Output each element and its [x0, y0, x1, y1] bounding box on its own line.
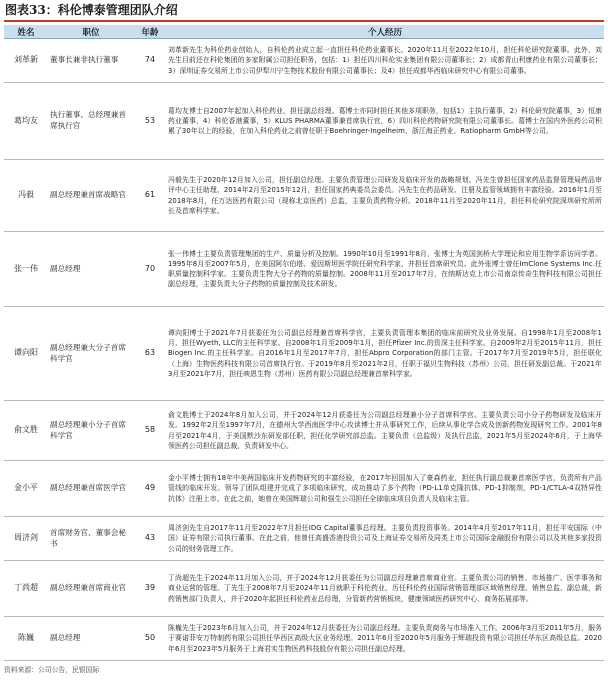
- table-row: [4, 307, 604, 401]
- cell-name: 冯毅: [4, 160, 48, 232]
- table-row: [4, 617, 604, 661]
- cell-role: 董事长兼非执行董事: [48, 39, 134, 83]
- cell-bio: 张一伟博士主要负责管理集团的生产、质量分析及控制。1990年10月至1991年8月，张博士为英国剑桥大学理论和应用生物学系访问学者。1995年8月至2007年5月，在美国阿尔伯塔、爱因斯坦医学院任研究科学家，并担任首席研究员。此外张博士曾任ImClone Systems Inc.任职质量控制科学家。主要负责生物大分子药物的质量控制。2008年11月至2017年7月，在纳斯达克上市公司南京传奇生物科技有限公司担任副总经理，主要负责大分子药物的质量控制及技术研发。: [166, 232, 604, 307]
- table-header-row: [4, 25, 604, 39]
- cell-age: 43: [134, 517, 166, 561]
- cell-bio: 陈巍先生于2023年6月加入公司，并于2024年12月获委任为公司副总经理。主要负责商务与市场准入工作。2006年3月至2011年5月，服务于赛诺菲安万特制药有限公司担任华西区高级大区业务经理。2011年6月至2020年5月服务于辉瑞投资有限公司担任华东区高级总监。2020年6月至2023年5月服务于上海君实生物医药科技股份有限公司担任副总经理。: [166, 617, 604, 661]
- cell-role: 副总经理兼小分子首席科学官: [48, 401, 134, 461]
- cell-role: 副总经理兼首席医学官: [48, 461, 134, 517]
- table-row: [4, 160, 604, 232]
- cell-role: 副总经理: [48, 232, 134, 307]
- figure-title: 图表33：科伦博泰管理团队介绍: [5, 3, 178, 17]
- cell-name: 陈巍: [4, 617, 48, 661]
- cell-role: 副总经理兼首席战略官: [48, 160, 134, 232]
- cell-name: 丁尚超: [4, 561, 48, 617]
- table-row: [4, 461, 604, 517]
- management-table: [4, 25, 604, 661]
- cell-name: 谭向阳: [4, 307, 48, 401]
- title-rule: [4, 20, 604, 22]
- cell-role: 副总经理: [48, 617, 134, 661]
- cell-name: 金小平: [4, 461, 48, 517]
- cell-name: 俞文胜: [4, 401, 48, 461]
- cell-bio: 冯毅先生于2020年12月加入公司，担任副总经理。主要负责管理公司研发及临床开发的战略规划。冯先生曾担任国家药品监督管理局药品审评中心主任助理、2014年2月至2015年12月，担任国家药典委员会委员。冯先生在药品研发、注册及监管领域拥有丰富经验。2016年1月至2018年8月，任万达医药有限公司（现称北京医药）总监，主要负责药物分析。2018年11月至2020年11月，担任科伦研究院深圳研究所所长及首席科学家。: [166, 160, 604, 232]
- table-row: [4, 232, 604, 307]
- cell-name: 刘革新: [4, 39, 48, 83]
- cell-age: 58: [134, 401, 166, 461]
- cell-bio: 刘革新先生为科伦药业创始人，自科伦药业成立起一直担任科伦药业董事长。2020年11月至2022年10月，担任科伦研究院董事。此外，刘先生目前还在科伦集团的多家附属公司担任职务，包括：1）担任四川科伦实业集团有限公司董事长；2）成都青山利康药业有限公司董事长；3）深圳证券交易所上市公司伊犁川宁生物技术股份有限公司董事长；及4）担任成都华西临床研究中心有限公司董事。: [166, 39, 604, 83]
- cell-age: 53: [134, 83, 166, 160]
- header-bio: 个人经历: [166, 25, 604, 39]
- cell-role: 副总经理兼首席商业官: [48, 561, 134, 617]
- cell-bio: 葛均友博士自2007年起加入科伦药业，担任副总经理。葛博士亦同时担任其他多项职务，包括1）主执行董事，2）科伦研究院董事，3）恒康药业董事，4）科伦香港董事，5）KLUS PHARMA董事兼首席执行官，6）四川科伦药物研究院有限公司董事长。葛博士在国内外医药公司积累了30年以上的经验，在加入科伦药业之前曾任职于Boehringer-Ingelheim、浙江海正药业、Ratiopharm GmbH等公司。: [166, 83, 604, 160]
- cell-age: 61: [134, 160, 166, 232]
- table-row: [4, 39, 604, 83]
- cell-age: 63: [134, 307, 166, 401]
- source-note: 资料来源：公司公告，民银国际: [4, 666, 100, 674]
- cell-name: 张一伟: [4, 232, 48, 307]
- cell-age: 49: [134, 461, 166, 517]
- header-name: 姓名: [4, 25, 48, 39]
- cell-role: 首席财务官、董事会秘书: [48, 517, 134, 561]
- cell-age: 39: [134, 561, 166, 617]
- header-age: 年龄: [134, 25, 166, 39]
- cell-bio: 丁尚超先生于2024年11月加入公司，并于2024年12月获委任为公司副总经理兼首席商业官。主要负责公司的销售、市场推广、医学事务和商业运营的管理。丁先生于2008年7月至2024年11月就职于科伦药业，历任科伦药业国际营销管理部区域销售经理、销售总监、副总裁，新药销售部门负责人，并于2020年起担任科伦药业总经理，分管新药营销板块，健康领域医药研究中心、商务拓展部等。: [166, 561, 604, 617]
- cell-bio: 俞文胜博士于2024年8月加入公司，并于2024年12月获委任为公司副总经理兼小分子首席科学官。主要负责公司小分子药物研发及临床开发。1992年2月至1997年7月，在德州大学西南医学中心攻读博士并从事研究工作，后续从事化学合成及创新药物发现研究工作。2001年8月至2021年4月，于美国默沙东研发部任职，担任化学研究部总监。主要负责（总监级）及执行总监，2021年5月至2024年6月，于上海华领医药公司担任副总裁，负责研发中心。: [166, 401, 604, 461]
- page: [4, 0, 604, 674]
- cell-age: 50: [134, 617, 166, 661]
- cell-name: 周济剑: [4, 517, 48, 561]
- cell-bio: 金小平博士拥有18年中美两国临床开发药物研究的丰富经验，在2017年回国加入了豪森药业，担任执行副总裁兼首席医学官，负责所有产品管线的临床开发。领导了团队组建并完成了多项临床研究，成功推动了多个药物（PD-L1单克隆抗体、PD-1抑制剂，PD-1/CTLA-4双特异性抗体）注册上市。在此之前，她曾在美国辉瑞公司和强生公司担任全球临床项目负责人及临床主管。: [166, 461, 604, 517]
- cell-bio: 周济剑先生自2017年11月至2022年7月担任IDG Capital董事总经理。主要负责投资事务。2014年4月至2017年11月，担任平安国际（中国）证券有限公司执行董事。在此之前，他曾任高盛香港投资公司及上海证券交易所及同类上市公司国际金融股份有限公司以及其他多家投资公司的财务管理工作。: [166, 517, 604, 561]
- cell-name: 葛均友: [4, 83, 48, 160]
- cell-role: 执行董事、总经理兼首席执行官: [48, 83, 134, 160]
- table-row: [4, 401, 604, 461]
- cell-age: 74: [134, 39, 166, 83]
- cell-bio: 谭向阳博士于2021年7月获委任为公司副总经理兼首席科学官，主要负责管理本集团的临床前研究及业务发展。自1998年1月至2008年1月，担任Wyeth, LLC的主任科学家。自2008年1月至2009年1月，担任Pfizer Inc.的资深主任科学家。自2009年2月至2015年11月，担任Biogen Inc.的主任科学家。自2016年1月至2017年7月，担任Abpro Corporation的部门主管。于2017年7月至2019年5月，担任联化（上海）生物医药科技有限公司首席执行官。于2019年8月至2021年2月，任职于福贝生物科技（苏州）公司，担任研发副总裁。于2021年3月至2021年7月，担任映恩生物（苏州）医药有限公司副总经理兼首席科学家。: [166, 307, 604, 401]
- table-row: [4, 83, 604, 160]
- cell-age: 70: [134, 232, 166, 307]
- table-row: [4, 561, 604, 617]
- cell-role: 副总经理兼大分子首席科学官: [48, 307, 134, 401]
- header-role: 职位: [48, 25, 134, 39]
- table-row: [4, 517, 604, 561]
